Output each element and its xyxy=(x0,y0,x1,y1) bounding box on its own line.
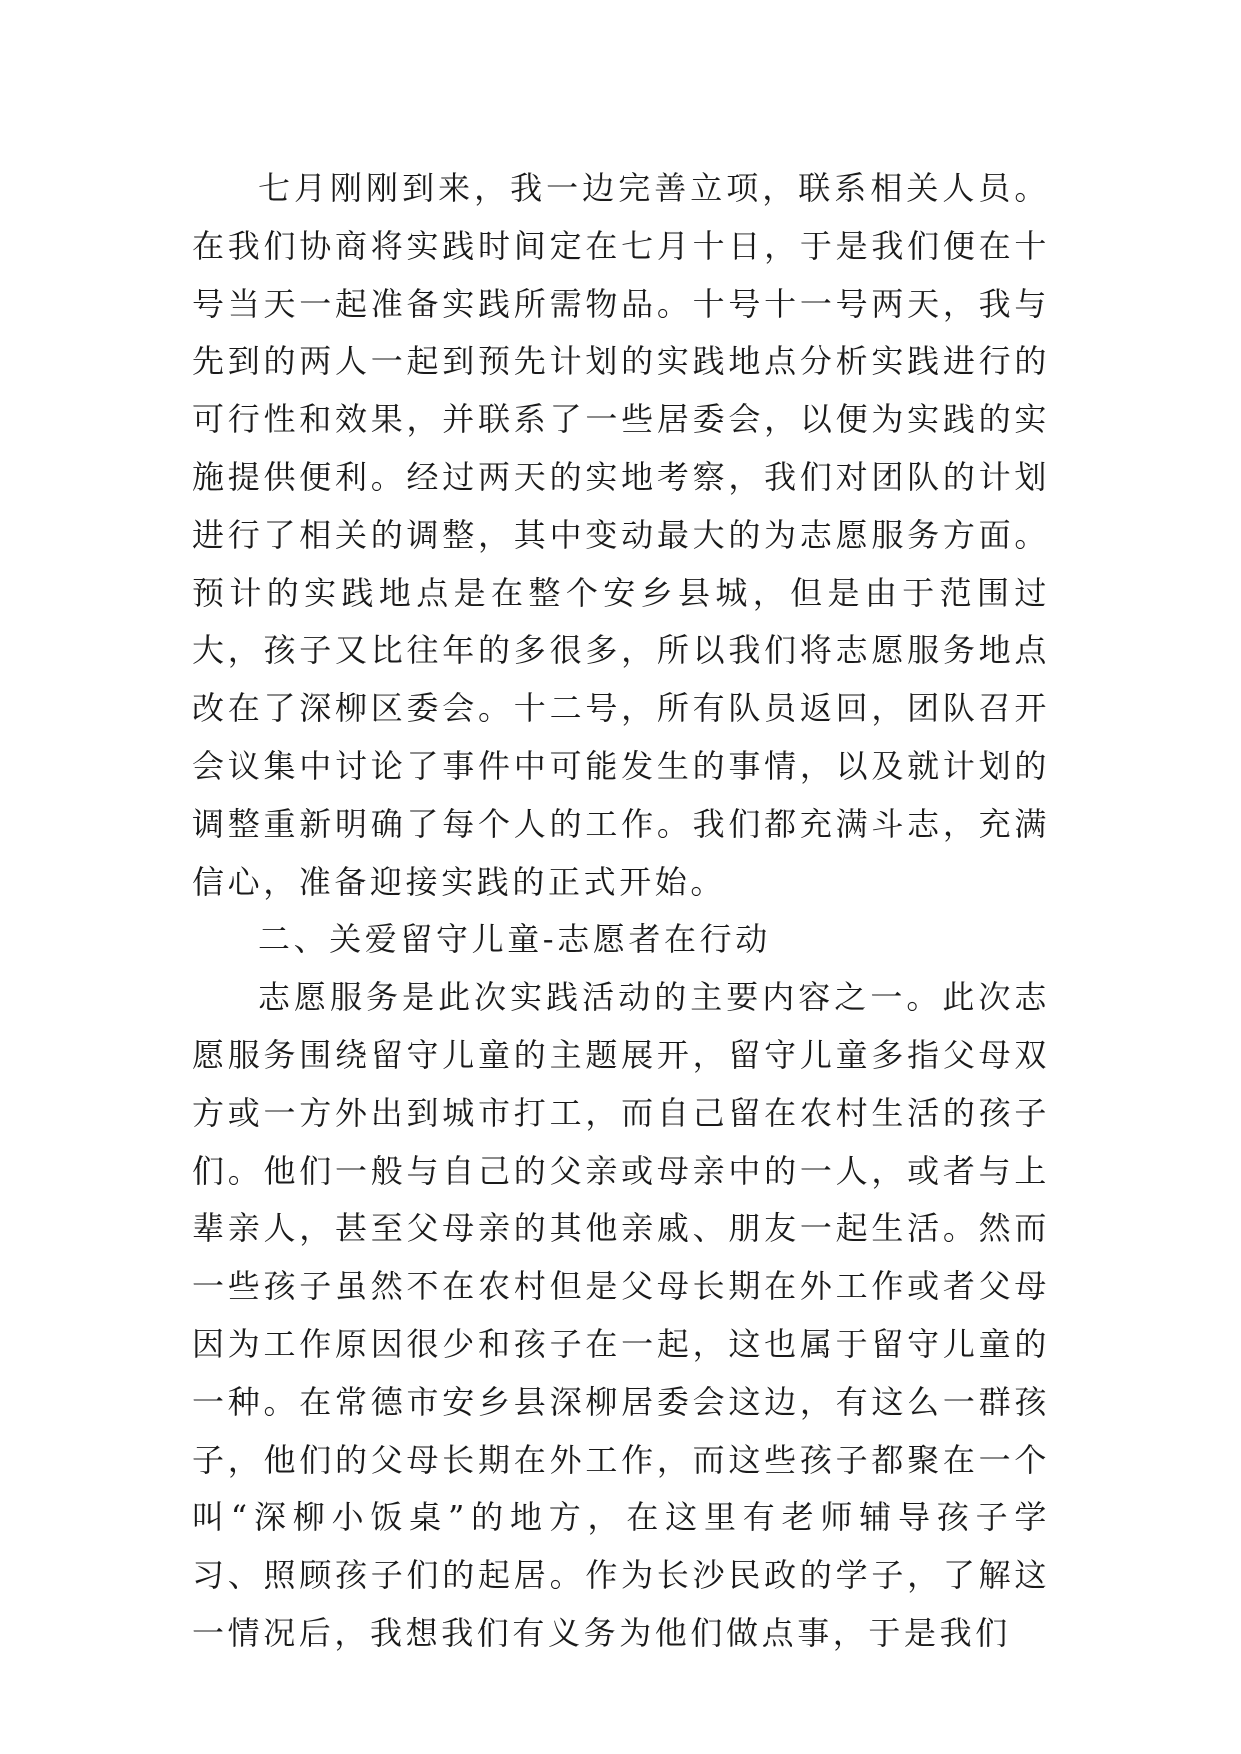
section-heading: 二、关爱留守儿童-志愿者在行动 xyxy=(258,920,771,959)
paragraph-volunteer-service: 志愿服务是此次实践活动的主要内容之一。此次志愿服务围绕留守儿童的主题展开，留守儿童多指父母双方或一方外出到城市打工，而自己留在农村生活的孩子们。他们一般与自己的父亲或母亲中的一人，或者与上辈亲人，甚至父母亲的其他亲戚、朋友一起生活。然而一些孩子虽然不在农村但是父母长期在外工作或者父母因为工作原因很少和孩子在一起，这也属于留守儿童的一种。在常德市安乡县深柳居委会这边，有这么一群孩子，他们的父母长期在外工作，而这些孩子都聚在一个叫“深柳小饭桌”的地方，在这里有老师辅导孩子学习、照顾孩子们的起居。作为长沙民政的学子，了解这一情况后，我想我们有义务为他们做点事，于是我们 xyxy=(192,978,1050,1652)
document-body xyxy=(192,160,1050,1663)
paragraph-preparation: 七月刚刚到来，我一边完善立项，联系相关人员。在我们协商将实践时间定在七月十日，于是我们便在十号当天一起准备实践所需物品。十号十一号两天，我与先到的两人一起到预先计划的实践地点分析实践进行的可行性和效果，并联系了一些居委会，以便为实践的实施提供便利。经过两天的实地考察，我们对团队的计划进行了相关的调整，其中变动最大的为志愿服务方面。预计的实践地点是在整个安乡县城，但是由于范围过大，孩子又比往年的多很多，所以我们将志愿服务地点改在了深柳区委会。十二号，所有队员返回，团队召开会议集中讨论了事件中可能发生的事情，以及就计划的调整重新明确了每个人的工作。我们都充满斗志，充满信心，准备迎接实践的正式开始。 xyxy=(192,169,1050,901)
